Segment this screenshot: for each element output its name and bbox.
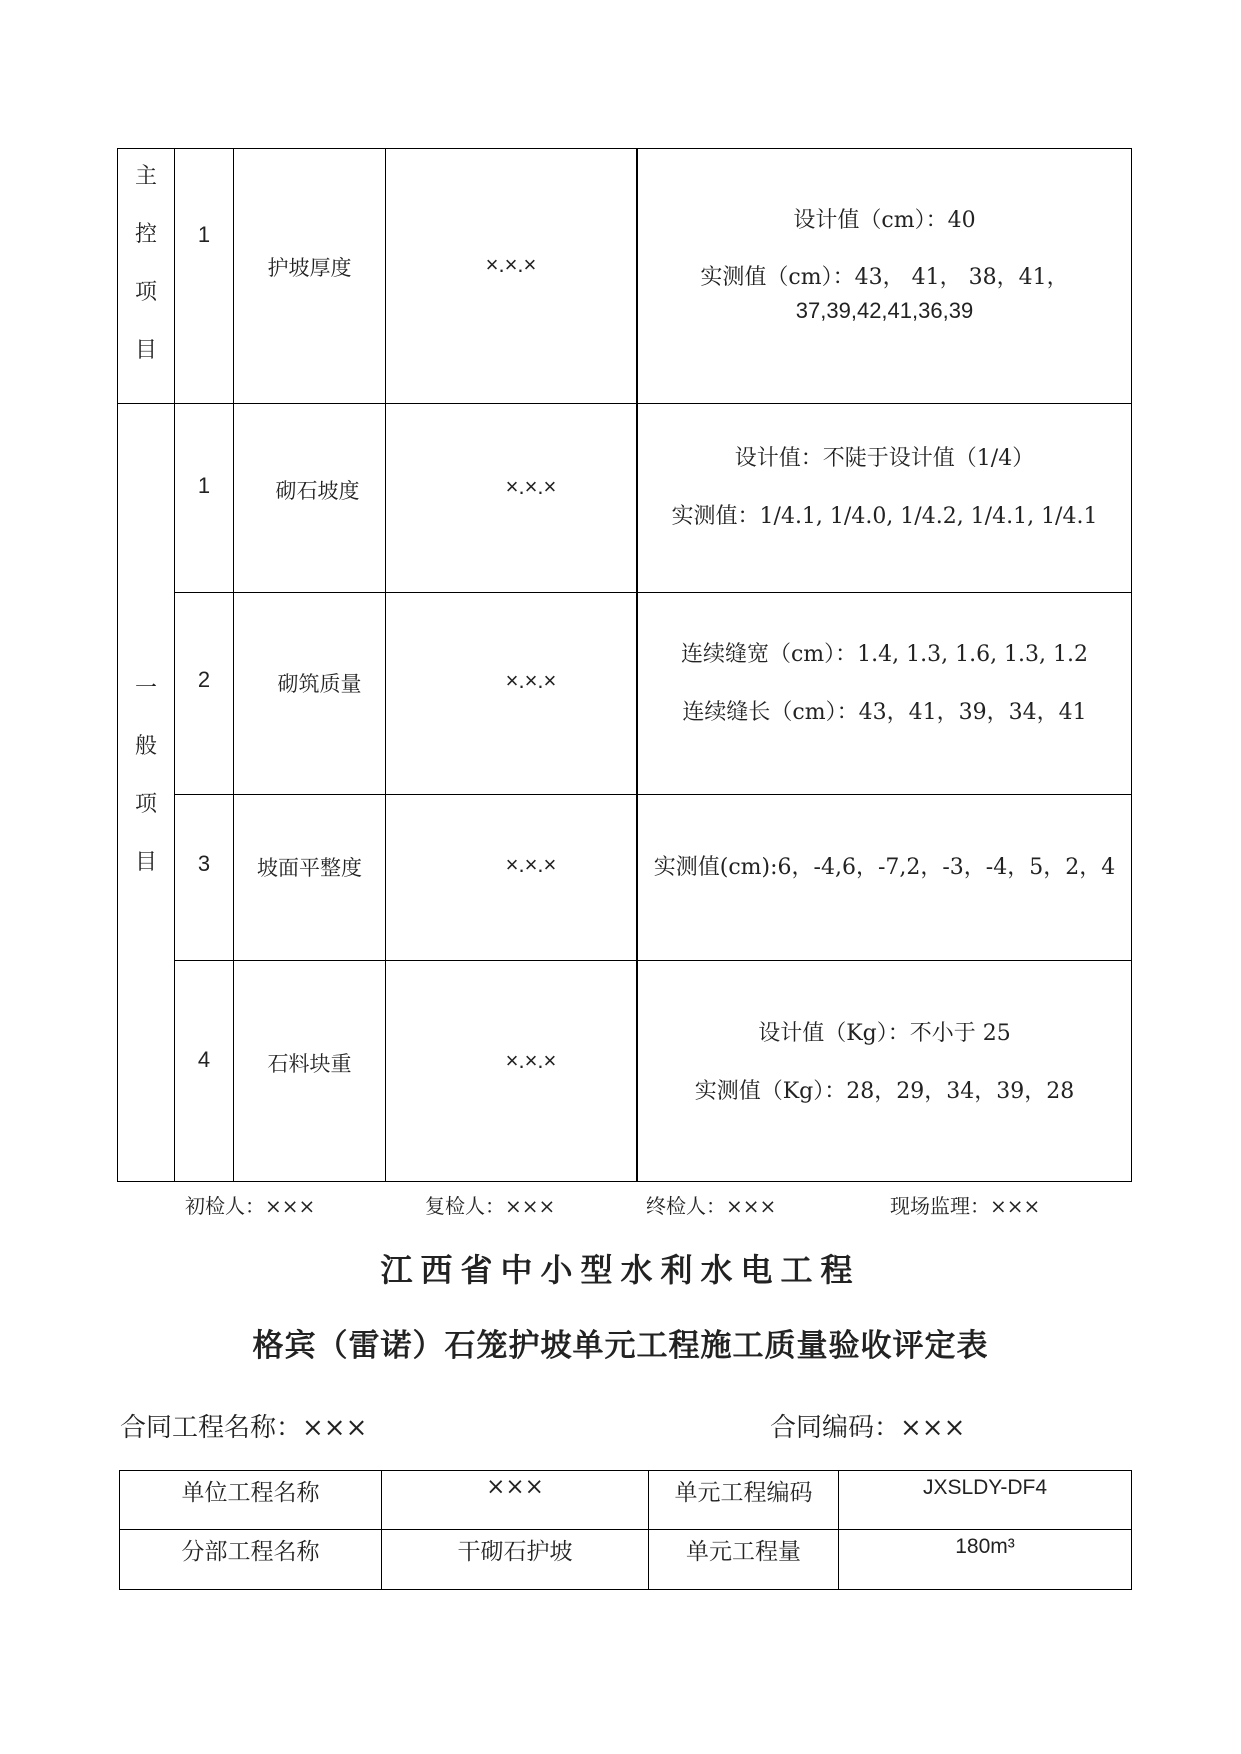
- result-line: 设计值（cm）：40: [793, 208, 976, 233]
- item-name: 砌石坡度: [275, 479, 360, 503]
- doc-title-line2: 格宾（雷诺）石笼护坡单元工程施工质量验收评定表: [252, 1328, 989, 1364]
- item-name: 坡面平整度: [257, 856, 362, 880]
- result-line: 设计值：不陡于设计值（1/4）: [734, 446, 1035, 471]
- result-line: 37,39,42,41,36,39: [795, 298, 974, 323]
- row-number: 1: [197, 222, 211, 247]
- contract-code: 合同编码：×××: [770, 1413, 966, 1443]
- unit-code-value: JXSLDY-DF4: [922, 1476, 1048, 1499]
- result-line: 实测值：1/4.1, 1/4.0, 1/4.2, 1/4.1, 1/4.1: [671, 504, 1098, 529]
- sub-project-name-value: 干砌石护坡: [457, 1539, 573, 1565]
- item-name: 砌筑质量: [277, 672, 362, 696]
- first-inspector: 初检人：×××: [185, 1194, 316, 1218]
- item-name: 护坡厚度: [267, 256, 352, 280]
- standard-clause: ×.×.×: [505, 1048, 557, 1073]
- unit-code-label: 单元工程编码: [674, 1480, 813, 1506]
- final-inspector: 终检人：×××: [646, 1194, 777, 1218]
- section-label-main-control: 主 控 项 目: [134, 164, 157, 363]
- row-number: 1: [197, 473, 211, 498]
- row-number: 3: [197, 851, 211, 876]
- result-line: 实测值(cm):6，-4,6，-7,2，-3，-4，5，2，4: [653, 855, 1116, 880]
- unit-quantity-label: 单元工程量: [686, 1539, 801, 1565]
- result-line: 实测值（cm）：43， 41， 38，41，: [700, 265, 1069, 290]
- standard-clause: ×.×.×: [505, 852, 557, 877]
- row-number: 2: [197, 667, 211, 692]
- standard-clause: ×.×.×: [485, 252, 537, 277]
- second-inspector: 复检人：×××: [425, 1194, 556, 1218]
- doc-title-line1: 江西省中小型水利水电工程: [380, 1251, 861, 1289]
- contract-name: 合同工程名称：×××: [120, 1413, 368, 1443]
- standard-clause: ×.×.×: [505, 668, 557, 693]
- unit-quantity-value: 180m³: [955, 1535, 1015, 1558]
- result-line: 设计值（Kg）：不小于 25: [758, 1021, 1011, 1046]
- result-line: 连续缝长（cm）：43，41，39，34，41: [682, 700, 1087, 725]
- item-name: 石料块重: [267, 1052, 352, 1076]
- row-number: 4: [197, 1047, 211, 1072]
- sub-project-name-label: 分部工程名称: [181, 1539, 320, 1565]
- site-supervisor: 现场监理：×××: [890, 1194, 1041, 1218]
- result-line: 连续缝宽（cm）：1.4, 1.3, 1.6, 1.3, 1.2: [680, 642, 1089, 667]
- unit-project-name-value: ×××: [486, 1474, 544, 1500]
- standard-clause: ×.×.×: [505, 474, 557, 499]
- result-line: 实测值（Kg）：28，29，34，39，28: [694, 1079, 1075, 1104]
- section-label-general: 一 般 项 目: [134, 676, 157, 875]
- unit-project-name-label: 单位工程名称: [181, 1480, 320, 1506]
